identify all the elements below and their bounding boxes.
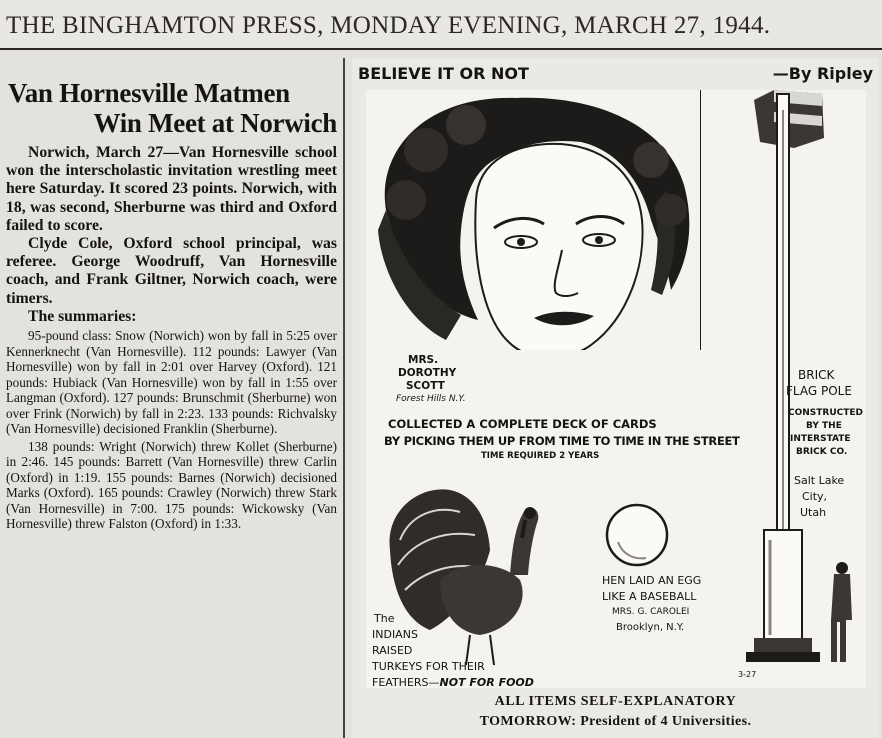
egg-line-3: MRS. G. CAROLEI [612, 607, 690, 617]
feature-byline: —By Ripley [772, 64, 873, 83]
cards-line-1: COLLECTED A COMPLETE DECK OF CARDS [388, 417, 657, 431]
article-paragraph-3: The summaries: [28, 307, 137, 325]
turkey-line-1: The [374, 612, 395, 625]
column-divider [343, 58, 345, 738]
egg-line-4: Brooklyn, N.Y. [616, 622, 685, 633]
pole-line-2: FLAG POLE [786, 384, 852, 398]
turkey-line-4: TURKEYS FOR THEIR [372, 660, 485, 673]
cartoon-panel [366, 90, 866, 688]
headline-line-2: Win Meet at Norwich [93, 108, 337, 138]
ripley-feature [352, 58, 879, 738]
egg-illustration [604, 502, 670, 568]
turkey-line-5 [372, 676, 534, 689]
portrait-place: Forest Hills N.Y. [396, 394, 466, 404]
turkey-line-5b: NOT FOR FOOD [439, 676, 534, 689]
portrait-name-3: SCOTT [406, 380, 445, 392]
summary-paragraph-1: 95-pound class: Snow (Norwich) won by fall in 5:25 over Kennerknecht (Van Hornesville). 112 pounds: Lawyer (Van Hornesville) won by fall in 2:01 over Harvey (Oxford). 121 pounds: Hubiack (Van Hornesville) won by fall in 1:55 over Langman (Oxford). 127 pounds: Brunschmit (Sherburne) won over Frink (Norwich) by fall in 2:23. 133 pounds: Richvalsky (Van Hornesville) decisioned Franklin (Sherburne). [6, 328, 337, 437]
feature-title: BELIEVE IT OR NOT [358, 64, 529, 83]
pole-line-8: City, [802, 490, 828, 503]
portrait-name-1: MRS. [408, 354, 439, 366]
pole-line-6: BRICK CO. [796, 447, 848, 457]
date-mark: 3-27 [738, 670, 757, 679]
feature-footer-1: ALL ITEMS SELF-EXPLANATORY [494, 694, 737, 709]
masthead-title: THE BINGHAMTON PRESS, MONDAY EVENING, MARCH 27, 1944. [6, 12, 771, 39]
turkey-line-3: RAISED [372, 644, 413, 657]
egg-line-1: HEN LAID AN EGG [602, 574, 702, 587]
turkey-line-5a: FEATHERS— [372, 676, 440, 689]
egg-line-2: LIKE A BASEBALL [602, 590, 697, 603]
turkey-line-2: INDIANS [372, 628, 418, 641]
pole-line-5: INTERSTATE [790, 434, 851, 444]
article-headline [6, 78, 337, 138]
dateline: Norwich, March 27— [28, 144, 179, 161]
portrait-name-2: DOROTHY [398, 367, 457, 379]
paragraph-1-text: Van Hornesville school won the interscholastic invitation wrestling meet here Saturday. It scored 23 points. Norwich, with 18, was second, Sherburne was third and Oxford failed to score. [6, 144, 337, 234]
pole-line-1: BRICK [798, 368, 835, 382]
feature-footer-2: TOMORROW: President of 4 Universities. [479, 714, 752, 729]
cards-line-3: TIME REQUIRED 2 YEARS [481, 451, 600, 461]
pole-line-3: CONSTRUCTED [788, 408, 864, 418]
portrait-illustration [366, 90, 701, 350]
article-column [6, 60, 337, 738]
article-paragraph-1 [6, 144, 337, 235]
cards-line-2: BY PICKING THEM UP FROM TIME TO TIME IN THE STREET [384, 434, 740, 448]
headline-line-1: Van Hornesville Matmen [8, 78, 290, 108]
summary-paragraph-2: 138 pounds: Wright (Norwich) threw Kollet (Sherburne) in 2:46. 145 pounds: Barrett (Van Hornesville) threw Carlin (Oxford) in 1:19. 155 pounds: Barnes (Norwich) decisioned Marks (Oxford). 165 pounds: Crawley (Norwich) threw Stark (Van Hornesville) in 7:00. 175 pounds: Wickowsky (Van Hornesville) threw Falston (Oxford) in 1:33. [6, 438, 337, 532]
masthead [0, 0, 882, 50]
pole-line-9: Utah [800, 506, 827, 519]
turkey-illustration [380, 480, 550, 670]
pole-line-4: BY THE [806, 421, 842, 431]
article-paragraph-2: Clyde Cole, Oxford school principal, was referee. George Woodruff, Van Hornesville coach, and Frank Giltner, Norwich coach, were timers. [6, 235, 337, 307]
pole-line-7: Salt Lake [794, 474, 845, 487]
